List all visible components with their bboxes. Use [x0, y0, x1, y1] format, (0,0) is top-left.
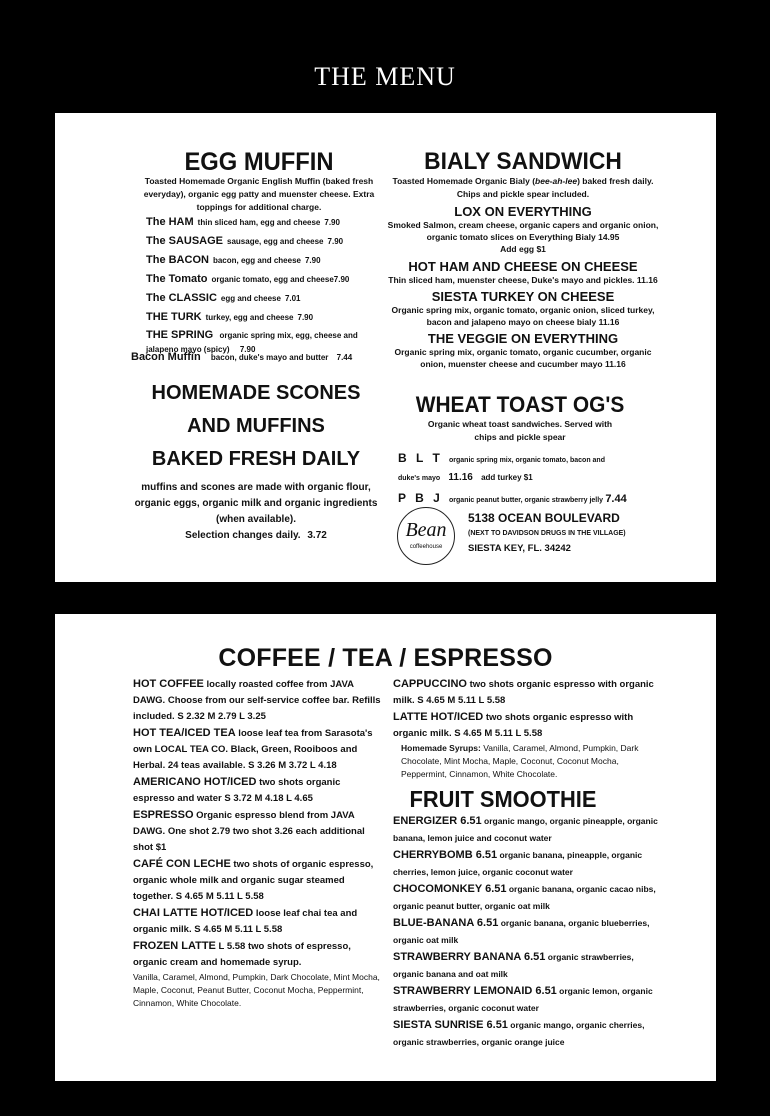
item-desc: organic mango, organic cherries, organic strawberries, organic orange juice — [393, 1020, 645, 1047]
item-desc: organic lemon, organic strawberries, organic coconut water — [393, 986, 653, 1013]
item-desc: Smoked Salmon, cream cheese, organic capers and organic onion, organic tomato slices on Everything Bialy 14.95 — [387, 220, 659, 242]
item-name: THE TURK — [146, 311, 202, 323]
coffee-left-column — [133, 676, 383, 1010]
item-desc: organic mango, organic pineapple, organic banana, lemon juice and coconut water — [393, 816, 658, 843]
item-desc: egg and cheese — [220, 294, 281, 303]
item-desc: organic banana, pineapple, organic cherries, lemon juice, organic coconut water — [393, 850, 643, 877]
menu-item — [393, 813, 663, 847]
egg-muffin-items — [146, 213, 406, 357]
item-desc: thin sliced ham, egg and cheese — [197, 218, 321, 227]
item-name: FROZEN LATTE — [133, 940, 216, 952]
item-extra: Add egg $1 — [500, 244, 546, 254]
item-desc: Organic espresso blend from JAVA DAWG. One shot 2.79 two shot 3.26 each additional shot $1 — [133, 810, 365, 853]
scones-note-text: Selection changes daily. — [185, 530, 301, 541]
item-name: The Tomato — [146, 273, 208, 285]
menu-item — [146, 213, 406, 232]
item-desc: bacon, duke's mayo and butter — [210, 353, 329, 362]
menu-item — [133, 676, 383, 725]
item-name: SIESTA TURKEY ON CHEESE — [431, 289, 615, 304]
coffee-title: COFFEE / TEA / ESPRESSO — [218, 644, 553, 672]
menu-item — [133, 938, 383, 971]
scones-price: 3.72 — [307, 530, 327, 541]
item-name: CAPPUCCINO — [393, 678, 467, 690]
item-price: 7.90 — [327, 237, 344, 246]
item-name: THE VEGGIE ON EVERYTHING — [427, 331, 619, 346]
item-name: B L T — [398, 451, 443, 465]
logo-text: Bean — [405, 519, 447, 541]
item-extra: add turkey $1 — [481, 473, 533, 482]
menu-item-blt — [398, 451, 668, 468]
menu-item — [146, 308, 406, 327]
breakfast-menu-panel — [55, 113, 716, 582]
item-price: 7.44 — [605, 493, 627, 505]
bacon-muffin-item — [131, 348, 352, 367]
bialy-section — [385, 149, 661, 370]
menu-item-pbj — [398, 489, 668, 510]
item-name: The BACON — [146, 254, 209, 266]
menu-item — [146, 328, 406, 343]
wheat-toast-title: WHEAT TOAST OG'S — [415, 392, 625, 417]
item-name: STRAWBERRY LEMONAID 6.51 — [393, 985, 557, 997]
item-name: ESPRESSO — [133, 809, 194, 821]
item-desc: Organic spring mix, organic tomato, organic onion, sliced turkey, bacon and jalapeno mayo on cheese bialy 11.16 — [391, 305, 655, 327]
menu-item — [385, 205, 661, 256]
item-desc: Thin sliced ham, muenster cheese, Duke's mayo and pickles. 11.16 — [388, 275, 658, 285]
egg-muffin-desc: Toasted Homemade Organic English Muffin (baked fresh everyday), organic egg patty and muenster cheese. Extra toppings for additional charge. — [143, 176, 375, 212]
item-desc: jalapeno mayo (spicy) — [146, 345, 230, 354]
item-price: 7.90 — [297, 313, 314, 322]
item-price: 7.90 — [324, 218, 340, 227]
scones-line2: AND MUFFINS — [187, 415, 325, 437]
item-name: CHERRYBOMB 6.51 — [393, 849, 498, 861]
menu-item — [146, 270, 406, 289]
menu-item-blt-cont — [398, 468, 668, 489]
item-price: 7.44 — [336, 353, 353, 362]
egg-muffin-title: EGG MUFFIN — [184, 148, 334, 176]
menu-item — [393, 676, 663, 709]
menu-item — [385, 290, 661, 328]
bialy-desc-pron: bee-ah-lee — [535, 176, 578, 186]
menu-item — [133, 725, 383, 774]
item-desc: two shots organic espresso and water S 3.72 M 4.18 L 4.65 — [133, 777, 341, 804]
menu-item — [133, 774, 383, 807]
item-name: SIESTA SUNRISE 6.51 — [393, 1019, 508, 1031]
item-price: 11.16 — [448, 472, 473, 483]
item-name: The HAM — [146, 216, 194, 228]
item-desc: Organic spring mix, organic tomato, organic cucumber, organic onion, muenster cheese and cucumber mayo 11.16 — [394, 347, 652, 369]
bean-coffeehouse-logo — [397, 507, 455, 565]
bialy-desc-a: Toasted Homemade Organic Bialy ( — [392, 176, 536, 186]
item-desc: organic tomato, egg and cheese7.90 — [211, 275, 350, 284]
item-desc: turkey, egg and cheese — [205, 313, 294, 322]
item-name: The CLASSIC — [146, 292, 217, 304]
item-name: CAFÉ CON LECHE — [133, 858, 231, 870]
item-desc: two shots organic espresso with organic milk. S 4.65 M 5.11 L 5.58 — [393, 712, 634, 739]
wheat-toast-section — [389, 392, 651, 444]
item-desc: two shots organic espresso with organic milk. S 4.65 M 5.11 L 5.58 — [393, 679, 654, 706]
scones-section — [121, 377, 391, 544]
menu-item — [385, 332, 661, 370]
menu-item — [393, 709, 663, 742]
menu-item — [146, 232, 406, 251]
item-name: LATTE HOT/ICED — [393, 711, 484, 723]
item-price: 7.90 — [304, 256, 321, 265]
egg-muffin-section — [129, 149, 389, 214]
item-desc: organic spring mix, organic tomato, bacon and — [449, 457, 605, 464]
syrups-list: Vanilla, Caramel, Almond, Pumpkin, Dark Chocolate, Mint Mocha, Maple, Coconut, Coconut Mocha, Peppermint, Cinnamon, White Chocolate. — [401, 743, 639, 779]
menu-item — [146, 251, 406, 270]
frozen-latte-syrups: Vanilla, Caramel, Almond, Pumpkin, Dark Chocolate, Mint Mocha, Maple, Coconut, Peanut Butter, Coconut Mocha, Peppermint, Cinnamon, White Chocolate. — [133, 972, 380, 1008]
item-name: HOT HAM AND CHEESE ON CHEESE — [408, 259, 638, 274]
bialy-title: BIALY SANDWICH — [424, 148, 622, 175]
item-desc: loose leaf chai tea and organic milk. S 4.65 M 5.11 L 5.58 — [133, 908, 358, 935]
item-desc: bacon, egg and cheese — [212, 256, 301, 265]
menu-item — [133, 856, 383, 905]
item-name: BLUE-BANANA 6.51 — [393, 917, 499, 929]
wheat-toast-desc: Organic wheat toast sandwiches. Served with chips and pickle spear — [427, 419, 613, 442]
address-note: (NEXT TO DAVIDSON DRUGS IN THE VILLAGE) — [468, 530, 626, 537]
item-desc: organic banana, organic cacao nibs, organic peanut butter, organic oat milk — [393, 884, 656, 911]
item-name: ENERGIZER 6.51 — [393, 815, 482, 827]
item-name: AMERICANO HOT/ICED — [133, 776, 257, 788]
menu-item — [393, 915, 663, 949]
item-desc: organic strawberries, organic banana and oat milk — [393, 952, 634, 979]
scones-note — [121, 528, 391, 544]
item-desc: sausage, egg and cheese — [227, 237, 324, 246]
menu-item — [393, 949, 663, 983]
item-name: Bacon Muffin — [131, 351, 201, 363]
item-name: P B J — [398, 491, 443, 505]
menu-item — [133, 807, 383, 856]
menu-item — [393, 847, 663, 881]
bialy-desc — [385, 175, 661, 201]
drinks-menu-panel — [55, 614, 716, 1081]
city: SIESTA KEY, FL. 34242 — [468, 543, 571, 554]
item-name: STRAWBERRY BANANA 6.51 — [393, 951, 546, 963]
coffee-right-column — [393, 676, 663, 1051]
address: 5138 OCEAN BOULEVARD — [468, 511, 620, 525]
item-name: CHAI LATTE HOT/ICED — [133, 907, 254, 919]
item-desc: two shots of organic espresso, organic whole milk and organic sugar steamed together. S 4.65 M 5.11 L 5.58 — [133, 859, 374, 902]
item-name: HOT TEA/ICED TEA — [133, 727, 236, 739]
item-desc: loose leaf tea from Sarasota's own LOCAL TEA CO. Black, Green, Rooiboos and Herbal. 24 teas available. S 3.26 M 3.72 L 4.18 — [133, 728, 373, 771]
item-desc: duke's mayo — [398, 475, 441, 482]
wheat-toast-items — [398, 451, 668, 510]
scones-line3: BAKED FRESH DAILY — [151, 448, 361, 470]
logo-sub: coffeehouse — [409, 544, 443, 550]
item-name: LOX ON EVERYTHING — [454, 204, 592, 219]
location-info — [468, 509, 708, 557]
menu-item — [393, 1017, 663, 1051]
menu-item — [146, 289, 406, 308]
menu-item — [133, 905, 383, 938]
item-desc: organic spring mix, egg, cheese and — [219, 331, 358, 340]
item-name: HOT COFFEE — [133, 678, 204, 690]
item-name: THE SPRING — [146, 329, 214, 341]
homemade-syrups — [393, 742, 663, 781]
menu-item — [385, 260, 661, 286]
scones-desc: muffins and scones are made with organic flour, organic eggs, organic milk and organic ingredients (when available). — [134, 482, 378, 525]
item-desc: organic peanut butter, organic strawberry jelly — [449, 497, 604, 504]
menu-item — [393, 983, 663, 1017]
syrups-label: Homemade Syrups: — [401, 743, 481, 753]
item-price: 7.01 — [284, 294, 301, 303]
item-desc: L 5.58 two shots of espresso, organic cream and homemade syrup. — [133, 941, 351, 968]
smoothie-title: FRUIT SMOOTHIE — [409, 786, 597, 812]
item-desc: locally roasted coffee from JAVA DAWG. Choose from our self-service coffee bar. Refills included. S 2.32 M 2.79 L 3.25 — [133, 679, 381, 722]
item-price: 7.90 — [239, 345, 256, 354]
menu-item — [393, 881, 663, 915]
page-title: THE MENU — [314, 62, 456, 91]
item-name: CHOCOMONKEY 6.51 — [393, 883, 507, 895]
item-desc: organic banana, organic blueberries, organic oat milk — [393, 918, 650, 945]
scones-line1: HOMEMADE SCONES — [151, 382, 361, 404]
bialy-desc-b: ) baked fresh daily. Chips and pickle spear included. — [456, 176, 654, 199]
item-name: The SAUSAGE — [146, 235, 224, 247]
